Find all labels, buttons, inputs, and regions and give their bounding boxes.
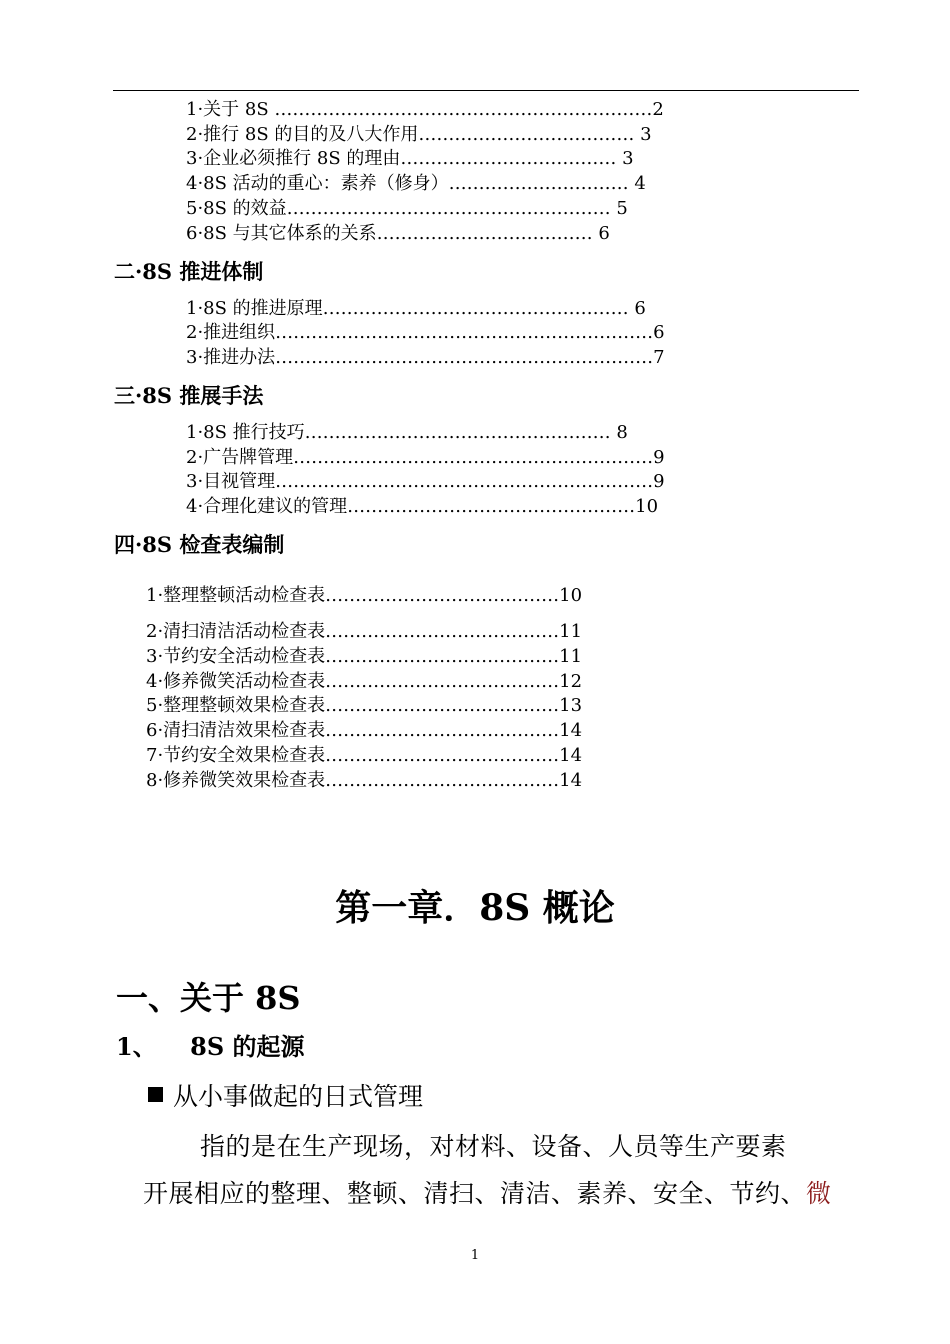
toc-item[interactable]: 8·修养微笑效果检查表…………………………………14 — [146, 770, 583, 791]
paragraph-line: 指的是在生产现场，对材料、设备、人员等生产要素 — [200, 1132, 787, 1161]
page-number: 1 — [470, 1248, 480, 1263]
toc-item[interactable]: 2·推进组织………………………………………………………6 — [186, 322, 665, 343]
section-heading: 一、关于 8S — [116, 979, 301, 1017]
toc-item[interactable]: 3·节约安全活动检查表…………………………………11 — [146, 646, 583, 667]
toc-item[interactable]: 1·关于 8S ………………………………………………………2 — [186, 99, 664, 120]
bullet-text: 从小事做起的日式管理 — [173, 1082, 424, 1111]
chapter-title: 第一章．8S 概论 — [335, 887, 615, 929]
toc-section-heading[interactable]: 三·8S 推展手法 — [114, 383, 264, 408]
toc-item[interactable]: 3·企业必须推行 8S 的理由……………………………… 3 — [186, 148, 634, 169]
subsection-heading: 1、 8S 的起源 — [116, 1032, 305, 1061]
toc-item[interactable]: 3·目视管理………………………………………………………9 — [186, 471, 665, 492]
toc-item[interactable]: 2·清扫清洁活动检查表…………………………………11 — [146, 621, 583, 642]
toc-item[interactable]: 2·推行 8S 的目的及八大作用……………………………… 3 — [186, 124, 652, 145]
toc-item[interactable]: 4·合理化建议的管理…………………………………………10 — [186, 496, 659, 517]
toc-item[interactable]: 6·8S 与其它体系的关系……………………………… 6 — [186, 223, 610, 244]
toc-item[interactable]: 7·节约安全效果检查表…………………………………14 — [146, 745, 583, 766]
toc-item[interactable]: 4·修养微笑活动检查表…………………………………12 — [146, 671, 583, 692]
toc-item[interactable]: 3·推进办法………………………………………………………7 — [186, 347, 665, 368]
toc-item[interactable]: 6·清扫清洁效果检查表…………………………………14 — [146, 720, 583, 741]
toc-item[interactable]: 1·8S 的推进原理…………………………………………… 6 — [186, 298, 646, 319]
toc-item[interactable]: 4·8S 活动的重心：素养（修身）………………………… 4 — [186, 173, 646, 194]
toc-item[interactable]: 5·整理整顿效果检查表…………………………………13 — [146, 695, 583, 716]
toc-section-heading[interactable]: 四·8S 检查表编制 — [114, 532, 285, 557]
toc-item[interactable]: 5·8S 的效益……………………………………………… 5 — [186, 198, 628, 219]
toc-section-heading[interactable]: 二·8S 推进体制 — [114, 259, 264, 284]
bullet-item — [148, 1080, 423, 1114]
header-rule — [113, 90, 859, 91]
square-bullet-icon — [148, 1087, 163, 1102]
toc-item[interactable]: 1·整理整顿活动检查表…………………………………10 — [146, 585, 583, 606]
paragraph-line — [143, 1177, 832, 1211]
highlighted-char: 微 — [806, 1179, 832, 1208]
toc-item[interactable]: 1·8S 推行技巧…………………………………………… 8 — [186, 422, 628, 443]
paragraph-text: 开展相应的整理、整顿、清扫、清洁、素养、安全、节约、 — [143, 1179, 807, 1208]
toc-item[interactable]: 2·广告牌管理……………………………………………………9 — [186, 447, 665, 468]
